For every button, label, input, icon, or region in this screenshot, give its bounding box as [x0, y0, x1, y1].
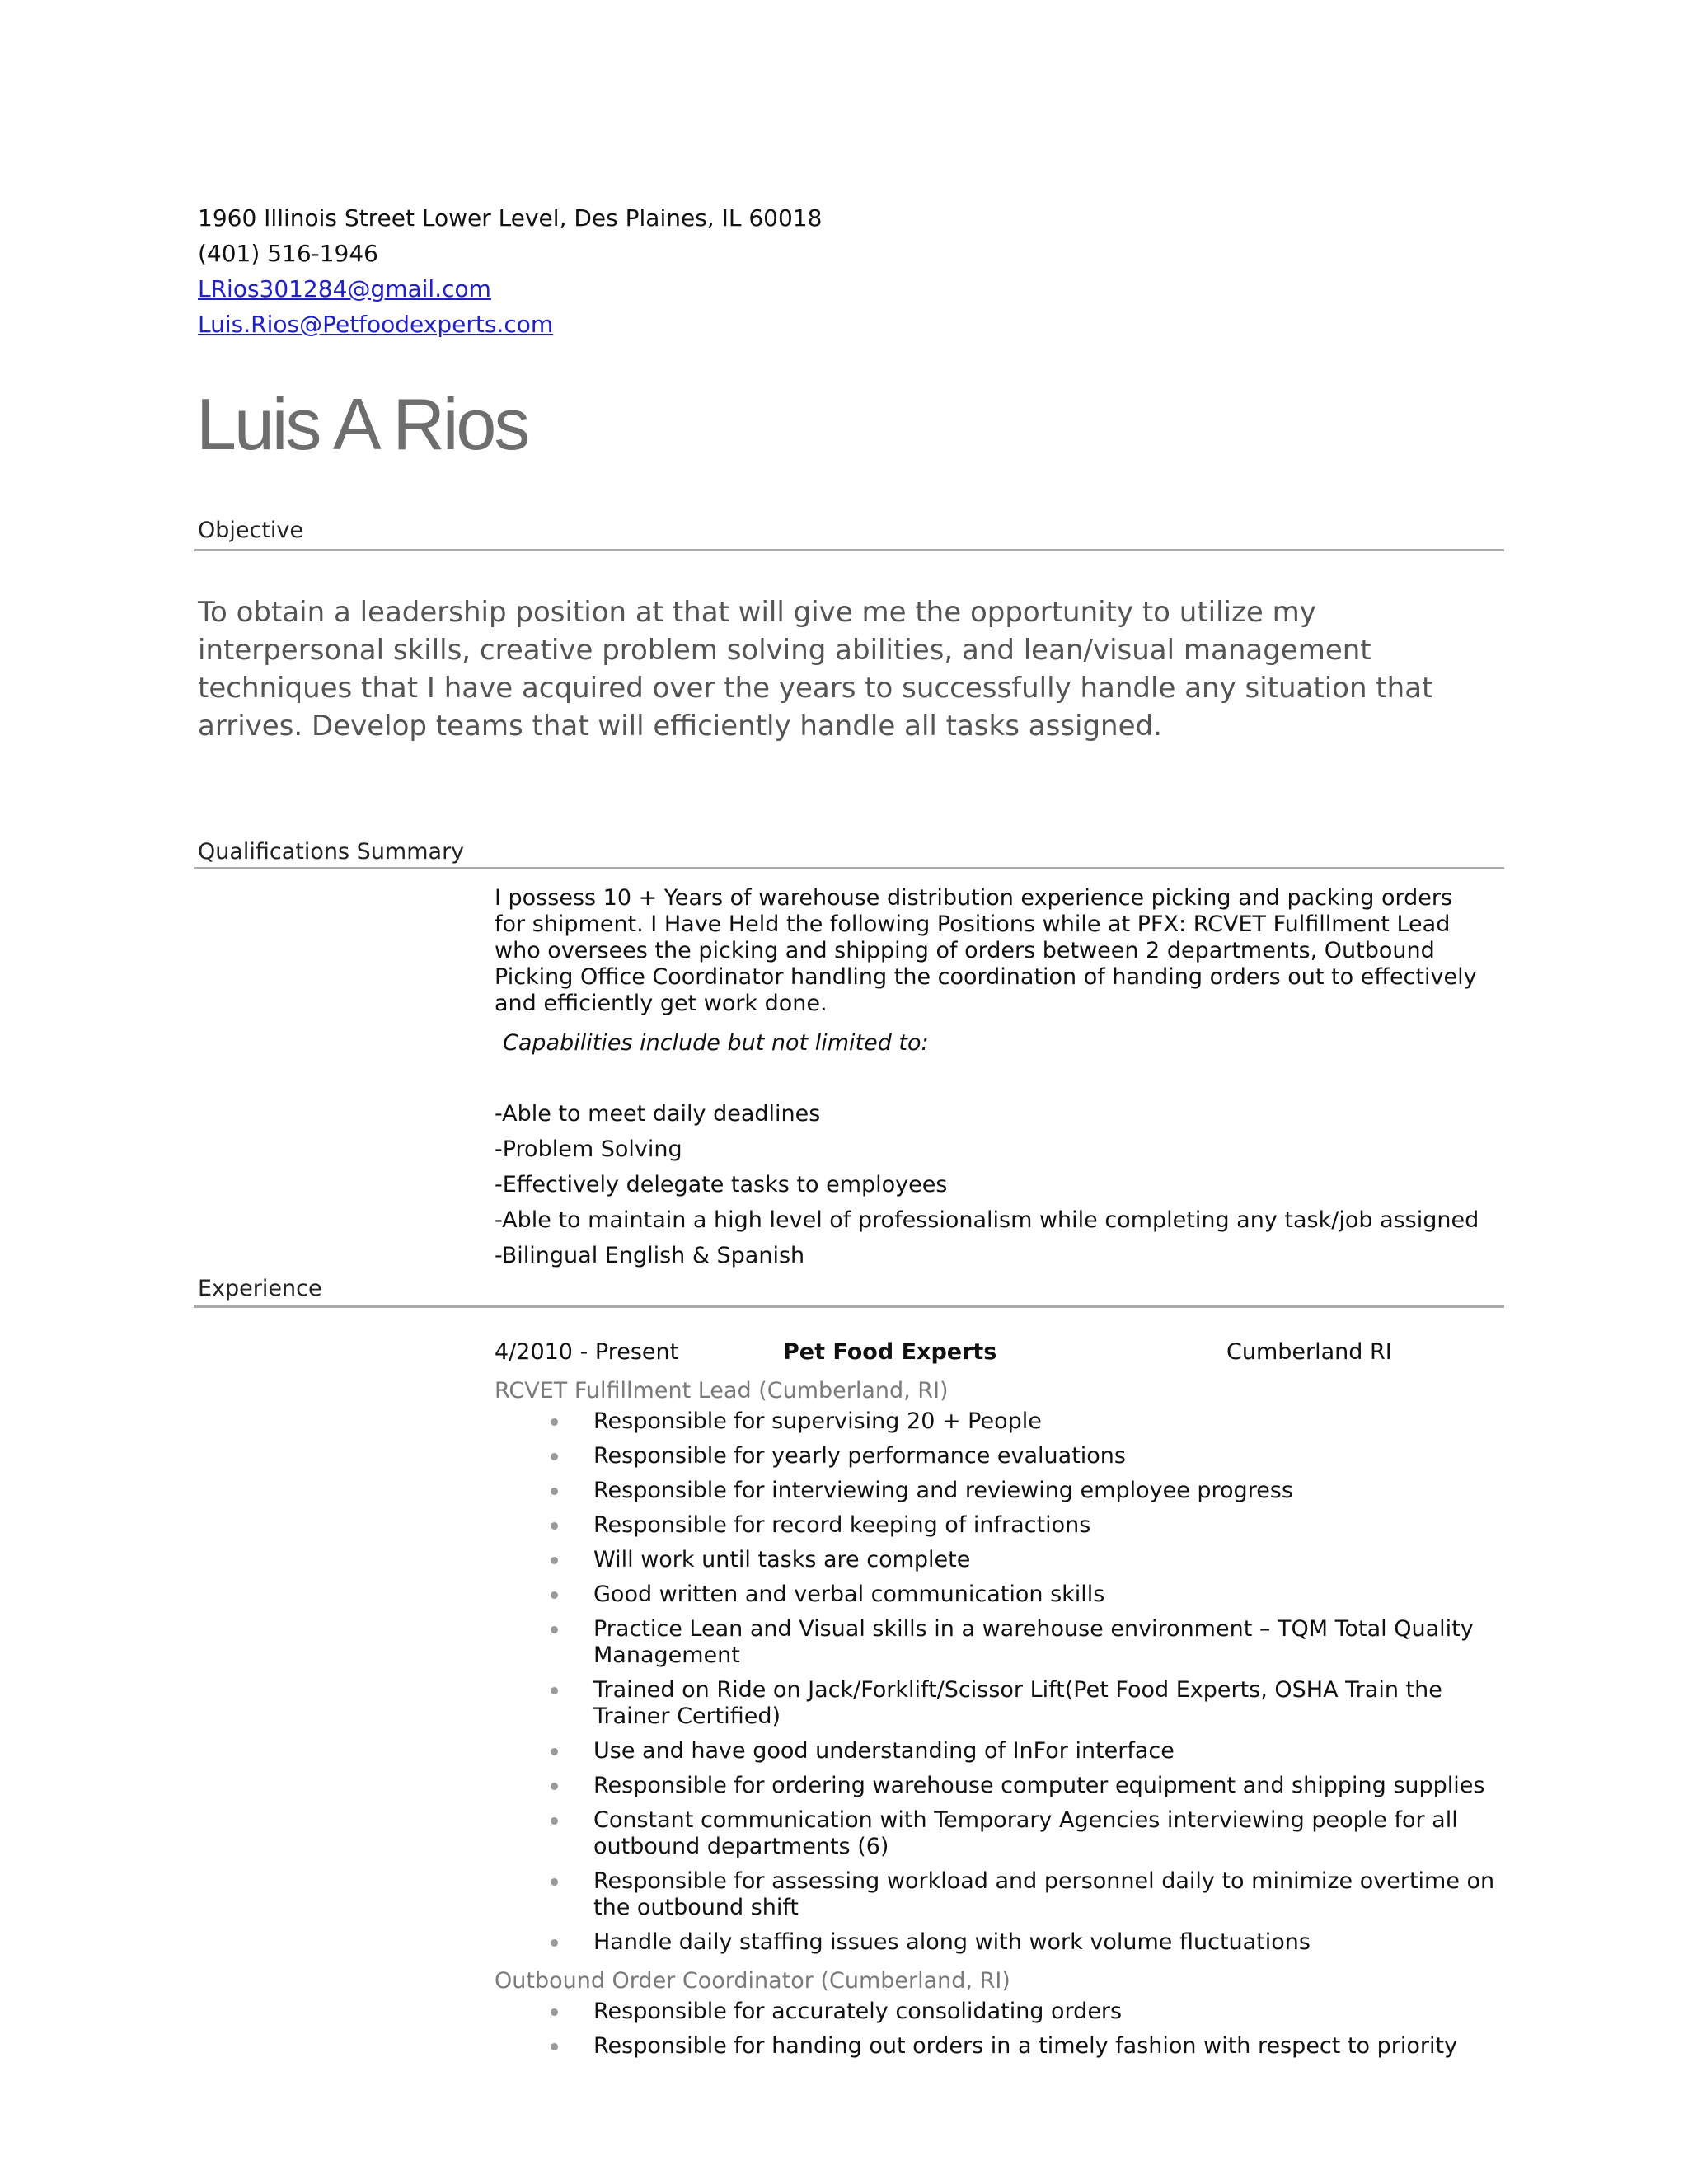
- capability-item: -Bilingual English & Spanish: [495, 1243, 805, 1268]
- duty-item: Trained on Ride on Jack/Forklift/Scissor Lift(Pet Food Experts, OSHA Train the Trainer Certified): [495, 1677, 1508, 1730]
- duty-item: Responsible for interviewing and reviewing employee progress: [495, 1478, 1508, 1504]
- capability-item: -Effectively delegate tasks to employees: [495, 1172, 948, 1197]
- address: 1960 Illinois Street Lower Level, Des Plaines, IL 60018: [198, 204, 823, 232]
- duty-item: Good written and verbal communication skills: [495, 1582, 1508, 1608]
- objective-line: techniques that I have acquired over the years to successfully handle any situation that: [198, 672, 1433, 705]
- bullet-icon: [551, 1488, 558, 1495]
- experience-divider: [194, 1305, 1504, 1308]
- objective-divider: [194, 549, 1504, 551]
- experience-body: [495, 1339, 1508, 2068]
- role-duties-list: [495, 1999, 1508, 2060]
- bullet-icon: [551, 1817, 558, 1825]
- duty-item: Responsible for handing out orders in a timely fashion with respect to priority: [495, 2033, 1508, 2060]
- candidate-name: Luis A Rios: [196, 383, 528, 465]
- duty-item: Will work until tasks are complete: [495, 1547, 1508, 1573]
- personal-email-link[interactable]: LRios301284@gmail.com: [198, 275, 491, 302]
- bullet-icon: [551, 1591, 558, 1599]
- bullet-icon: [551, 1418, 558, 1426]
- duty-item: Responsible for accurately consolidating orders: [495, 1999, 1508, 2025]
- bullet-icon: [551, 1783, 558, 1790]
- objective-heading: Objective: [198, 518, 304, 543]
- bullet-icon: [551, 1453, 558, 1460]
- capabilities-list: [495, 1096, 1500, 1273]
- job-dates: 4/2010 - Present: [495, 1339, 679, 1365]
- duty-item: Responsible for record keeping of infractions: [495, 1512, 1508, 1539]
- summary-line: I possess 10 + Years of warehouse distribution experience picking and packing orders: [495, 885, 1453, 911]
- bullet-icon: [551, 1878, 558, 1886]
- duty-item: Responsible for assessing workload and personnel daily to minimize overtime on the outbound shift: [495, 1868, 1508, 1921]
- capability-item: -Able to meet daily deadlines: [495, 1101, 821, 1127]
- summary-line: and efficiently get work done.: [495, 991, 828, 1016]
- qualifications-heading: Qualifications Summary: [198, 839, 465, 865]
- summary-line: Picking Office Coordinator handling the coordination of handing orders out to effectively: [495, 964, 1477, 990]
- phone: (401) 516-1946: [198, 240, 378, 267]
- job-location: Cumberland RI: [1226, 1339, 1392, 1365]
- duty-item: Use and have good understanding of InFor interface: [495, 1738, 1508, 1765]
- role-title: Outbound Order Coordinator (Cumberland, RI): [495, 1968, 1010, 1994]
- summary-line: who oversees the picking and shipping of orders between 2 departments, Outbound: [495, 938, 1435, 963]
- bullet-icon: [551, 1687, 558, 1694]
- duty-item: Handle daily staffing issues along with work volume fluctuations: [495, 1929, 1508, 1956]
- bullet-icon: [551, 1522, 558, 1530]
- capabilities-intro: Capabilities include but not limited to:: [503, 1030, 929, 1056]
- bullet-icon: [551, 2043, 558, 2050]
- duty-item: Responsible for supervising 20 + People: [495, 1408, 1508, 1435]
- bullet-icon: [551, 1748, 558, 1755]
- qualifications-summary: [495, 885, 1500, 1017]
- job-header: [495, 1339, 1508, 1372]
- bullet-icon: [551, 1626, 558, 1633]
- contact-block: [198, 200, 822, 342]
- objective-line: arrives. Develop teams that will efficiently handle all tasks assigned.: [198, 710, 1162, 743]
- duty-item: Constant communication with Temporary Agencies interviewing people for all outbound departments (6): [495, 1807, 1508, 1860]
- job-company: Pet Food Experts: [783, 1339, 997, 1365]
- summary-line: for shipment. I Have Held the following Positions while at PFX: RCVET Fulfillment Lead: [495, 912, 1451, 937]
- duty-item: Practice Lean and Visual skills in a warehouse environment – TQM Total Quality Management: [495, 1616, 1508, 1669]
- bullet-icon: [551, 1557, 558, 1564]
- objective-line: interpersonal skills, creative problem solving abilities, and lean/visual management: [198, 634, 1372, 667]
- qualifications-divider: [194, 867, 1504, 869]
- capability-item: -Able to maintain a high level of professionalism while completing any task/job assigned: [495, 1207, 1479, 1233]
- duty-item: Responsible for ordering warehouse computer equipment and shipping supplies: [495, 1773, 1508, 1799]
- bullet-icon: [551, 1939, 558, 1947]
- qualifications-body: [495, 885, 1500, 1273]
- capability-item: -Problem Solving: [495, 1137, 682, 1162]
- role-title: RCVET Fulfillment Lead (Cumberland, RI): [495, 1378, 949, 1404]
- role-duties-list: [495, 1408, 1508, 1956]
- objective-line: To obtain a leadership position at that will give me the opportunity to utilize my: [198, 596, 1316, 629]
- experience-heading: Experience: [198, 1276, 322, 1301]
- objective-text: [198, 593, 1484, 745]
- duty-item: Responsible for yearly performance evaluations: [495, 1443, 1508, 1469]
- work-email-link[interactable]: Luis.Rios@Petfoodexperts.com: [198, 311, 554, 338]
- bullet-icon: [551, 2008, 558, 2016]
